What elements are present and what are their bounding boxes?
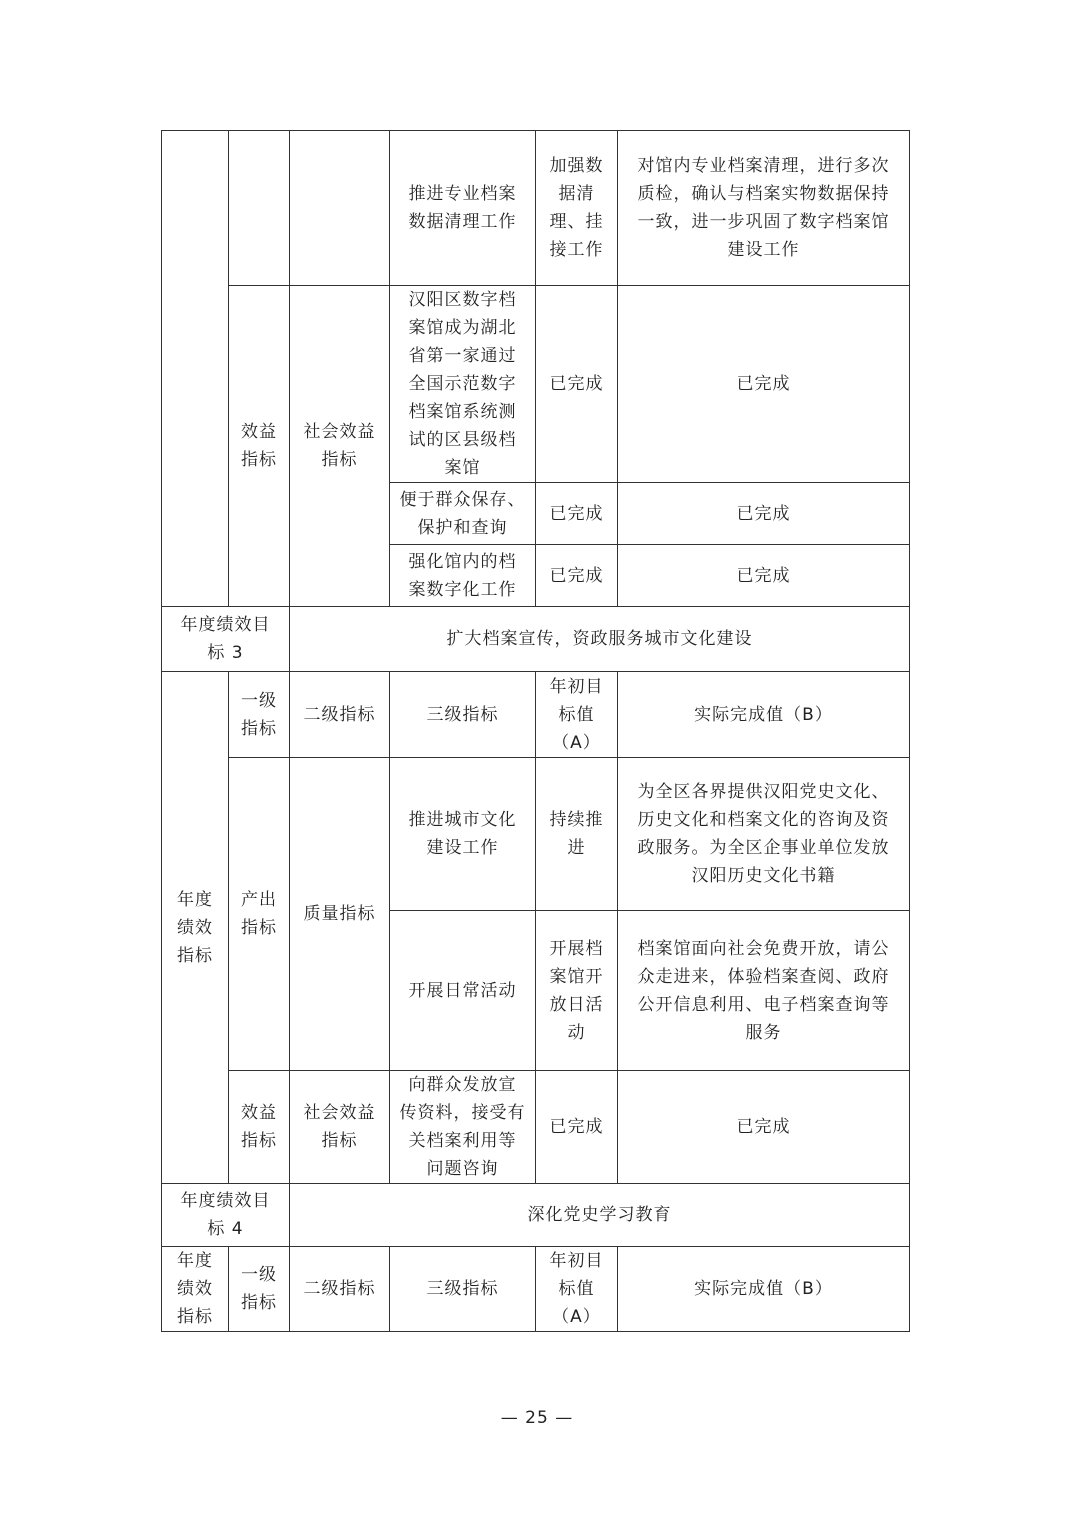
actual-value: 档案馆面向社会免费开放，请公 众走进来，体验档案查阅、政府 公开信息利用、电子档案查询等 服务 [618,911,910,1071]
table-row [162,1184,910,1247]
annual-goal-label: 年度绩效目 标 4 [162,1184,290,1247]
annual-performance-indicator: 年度 绩效 指标 [162,1247,229,1332]
annual-goal-text: 扩大档案宣传，资政服务城市文化建设 [290,607,910,672]
table-row [162,1071,910,1184]
second-level-indicator: 质量指标 [290,758,390,1071]
table-cell-blank [162,131,229,607]
target-value: 已完成 [536,545,618,607]
table-row [162,286,910,483]
column-header: 实际完成值（B） [618,1247,910,1332]
second-level-indicator: 社会效益 指标 [290,286,390,607]
annual-goal-text: 深化党史学习教育 [290,1184,910,1247]
second-level-indicator: 社会效益 指标 [290,1071,390,1184]
annual-performance-indicator: 年度 绩效 指标 [162,672,229,1184]
actual-value: 已完成 [618,545,910,607]
performance-table [161,130,910,1332]
column-header: 二级指标 [290,672,390,758]
target-value: 持续推 进 [536,758,618,911]
third-level-indicator: 向群众发放宣 传资料，接受有 关档案利用等 问题咨询 [390,1071,536,1184]
table-cell-blank [229,131,290,286]
annual-goal-label: 年度绩效目 标 3 [162,607,290,672]
table-row [162,131,910,286]
column-header: 年初目 标值 （A） [536,672,618,758]
actual-value: 已完成 [618,286,910,483]
third-level-indicator: 推进专业档案 数据清理工作 [390,131,536,286]
target-value: 开展档 案馆开 放日活 动 [536,911,618,1071]
first-level-indicator: 产出 指标 [229,758,290,1071]
table-row [162,607,910,672]
actual-value: 已完成 [618,1071,910,1184]
third-level-indicator: 便于群众保存、 保护和查询 [390,483,536,545]
column-header: 三级指标 [390,672,536,758]
first-level-indicator: 效益 指标 [229,1071,290,1184]
third-level-indicator: 推进城市文化 建设工作 [390,758,536,911]
column-header: 三级指标 [390,1247,536,1332]
table-header-row [162,672,910,758]
target-value: 已完成 [536,1071,618,1184]
actual-value: 已完成 [618,483,910,545]
page-number: — 25 — [500,1408,574,1428]
actual-value: 为全区各界提供汉阳党史文化、 历史文化和档案文化的咨询及资 政服务。为全区企事业单位发放 汉阳历史文化书籍 [618,758,910,911]
column-header: 年初目 标值 （A） [536,1247,618,1332]
target-value: 已完成 [536,483,618,545]
table-header-row [162,1247,910,1332]
actual-value: 对馆内专业档案清理，进行多次 质检，确认与档案实物数据保持 一致，进一步巩固了数字档案馆 建设工作 [618,131,910,286]
table-row [162,758,910,911]
third-level-indicator: 强化馆内的档 案数字化工作 [390,545,536,607]
third-level-indicator: 开展日常活动 [390,911,536,1071]
first-level-indicator: 效益 指标 [229,286,290,607]
column-header: 一级 指标 [229,1247,290,1332]
third-level-indicator: 汉阳区数字档 案馆成为湖北 省第一家通过 全国示范数字 档案馆系统测 试的区县级档 案馆 [390,286,536,483]
target-value: 已完成 [536,286,618,483]
target-value: 加强数 据清 理、挂 接工作 [536,131,618,286]
column-header: 二级指标 [290,1247,390,1332]
column-header: 实际完成值（B） [618,672,910,758]
column-header: 一级 指标 [229,672,290,758]
table-cell-blank [290,131,390,286]
